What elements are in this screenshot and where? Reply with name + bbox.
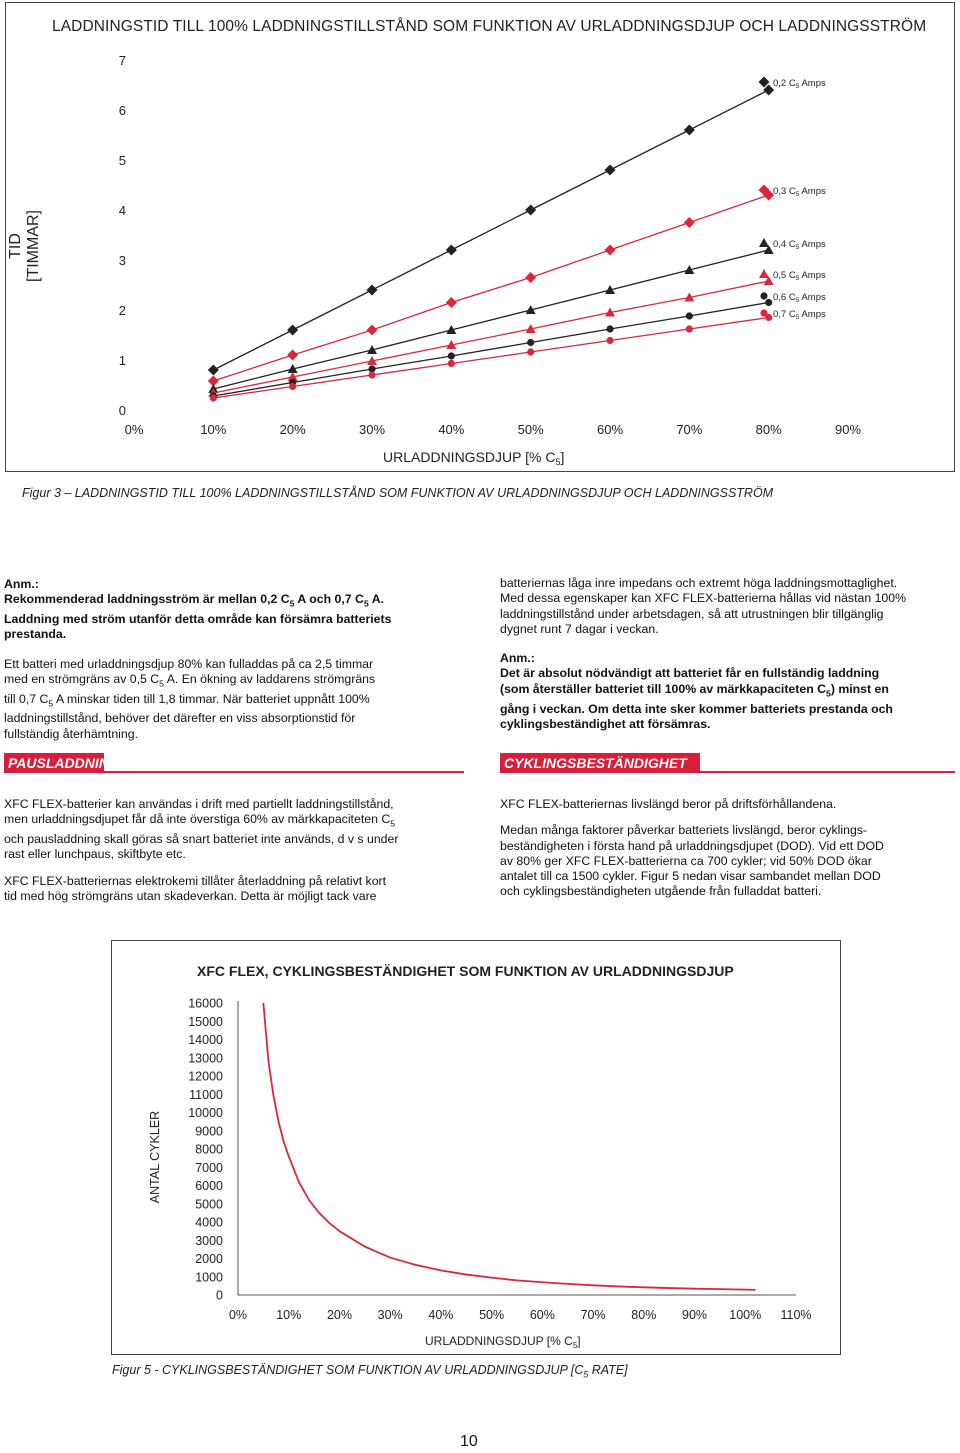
figure5-y-tick: 2000 [195,1252,223,1266]
figure5-y-tick: 16000 [188,996,223,1011]
r-p1-line4: dygnet runt 7 dagar i veckan. [500,621,659,636]
p3-line1: XFC FLEX-batteriernas elektrokemi tillåter återladdning på relativt kort [4,873,387,888]
figure5-x-tick: 90% [682,1308,708,1322]
figure3-x-tick: 90% [834,422,862,437]
figure5-y-tick: 8000 [195,1142,223,1157]
figure3-y-tick: 4 [118,203,126,218]
figure3-series-line [213,281,768,393]
figure3-data-point [210,394,217,401]
figure3-x-tick: 80% [755,422,782,437]
r-p1-line1: batteriernas låga inre impedans och extremt höga laddningsmottaglighet. [500,576,898,590]
figure5-x-tick: 80% [631,1308,657,1322]
figure5-x-tick: 40% [428,1308,454,1322]
figure5-y-tick: 3000 [195,1233,223,1248]
figure3-data-point [367,285,378,296]
figure3-data-point [368,371,375,378]
figure3-y-tick: 5 [118,153,126,168]
p2-line1: XFC FLEX-batterier kan användas i drift med partiellt laddningstillstånd, [4,797,394,811]
figure3-series-line [213,250,768,389]
figure3-legend-label: 0,7 $C_5$ Amps [773,309,826,321]
figure3-x-tick: 10% [200,422,227,437]
figure3-data-point [287,325,298,336]
figure5-x-tick: 0% [228,1308,248,1322]
r-p1-line2: Med dessa egenskaper kan XFC FLEX-batterierna hållas vid nästan 100% [500,591,907,606]
r-p3-line3: av 80% ger XFC FLEX-batterierna ca 700 cykler; vid 50% DOD ökar [500,853,872,868]
figure3-data-point [287,350,298,361]
left-column-lower [4,797,474,904]
right-column [500,576,956,732]
anm1-line2: Laddning med ström utanför detta område kan försämra batteriets [4,612,392,627]
figure5-y-tick: 1000 [195,1270,223,1285]
figure3-x-tick: 50% [517,422,544,437]
figure5-x-tick: 30% [377,1308,403,1322]
figure3-data-point [525,272,536,283]
figure5-x-tick: 20% [326,1308,352,1322]
p2-line4: rast eller lunchpaus, skiftbyte etc. [4,847,186,862]
figure3-legend-label: 0,4 $C_5$ Amps [773,239,826,251]
p1-line2: med en strömgräns av 0,5 $C_5$ A. En ökning av laddarens strömgräns [4,671,376,689]
figure5-caption: Figur 5 - CYKLINGSBESTÄNDIGHET SOM FUNKTION AV URLADDNINGSDJUP [$C_5$ RATE] [112,1363,628,1380]
figure5-y-tick: 7000 [195,1160,223,1175]
figure3-data-point [446,245,457,256]
figure3-y-tick: 1 [118,353,126,368]
figure3-x-tick: 40% [438,422,465,437]
figure5-y-tick: 15000 [188,1014,223,1029]
figure3-x-tick: 20% [279,422,306,437]
right-column-lower [500,797,956,900]
figure5-y-tick: 12000 [188,1069,223,1084]
figure5-x-axis-label: URLADDNINGSDJUP [% $C_5$] [425,1334,581,1350]
figure3-data-point [448,360,455,367]
p1-line5: fullständig återhämtning. [4,726,138,741]
anm2-line4: cyklingsbeständighet att försämras. [500,716,711,731]
anm1-line1: Rekommenderad laddningsström är mellan 0,2 $C_5$ A och 0,7 $C_5$ A. [4,592,384,609]
figure3-legend-marker [759,238,769,247]
figure3-x-ticks [125,422,862,437]
figure3-y-tick: 3 [118,253,126,268]
figure3-series-2 [208,190,774,387]
figure3-data-point [686,312,693,319]
figure3-data-point [605,165,616,176]
p2-line3: och pausladdning skall göras så snart batteriet inte används, d v s under [4,832,399,847]
p1-line1: Ett batteri med urladdningsdjup 80% kan fulladdas på ca 2,5 timmar [4,656,374,671]
figure3-data-point [289,383,296,390]
figure3-data-point [525,205,536,216]
figure3-x-axis-label: URLADDNINGSDJUP [% $C_5$] [383,449,565,467]
figure3-data-point [446,297,457,308]
figure3-x-tick: 70% [676,422,703,437]
figure5-x-tick: 50% [479,1308,505,1322]
figure3-data-point [606,337,613,344]
figure3-data-point [208,365,219,376]
section-underline-left [4,771,464,773]
anm1-label: Anm.: [4,577,39,591]
figure5-y-ticks [188,997,223,1303]
figure3-series-line [213,303,768,397]
figure3-data-point [686,325,693,332]
r-p1-line3: laddningstillstånd under arbetsdagen, så att utrustningen blir tillgänglig [500,606,884,621]
figure5-x-tick: 60% [529,1308,555,1322]
figure5-y-tick: 10000 [188,1106,223,1120]
figure5-x-tick: 70% [580,1308,606,1322]
figure3-data-point [765,299,772,306]
anm1-line3: prestanda. [4,627,67,642]
figure5-x-tick: 110% [780,1308,812,1322]
figure3-legend-marker [760,292,767,299]
figure5-y-tick: 13000 [188,1051,223,1066]
figure3-y-axis-label: TID [TIMMAR] [7,210,42,282]
p1-line4: laddningstillstånd, behöver det därefter en viss absorptionstid för [4,711,356,726]
figure5-series-line [263,1003,755,1290]
figure3-y-tick: 0 [118,403,126,418]
figure3-legend-label: 0,2 $C_5$ Amps [773,78,826,90]
figure5-y-tick: 6000 [195,1179,223,1193]
figure3-legend-marker [759,269,769,278]
figure5-title: XFC FLEX, CYKLINGSBESTÄNDIGHET SOM FUNKTION AV URLADDNINGSDJUP [197,963,734,979]
page-number: 10 [460,1433,478,1450]
r-p3-line4: antalet till ca 1500 cykler. Figur 5 nedan visar sambandet mellan DOD [500,869,881,884]
anm2-line1: Det är absolut nödvändigt att batteriet får en fullständig laddning [500,666,880,681]
r-p3-line1: Medan många faktorer påverkar batteriets livslängd, beror cyklings- [500,823,868,838]
section-underline-right [500,771,955,773]
figure3-y-tick: 7 [118,53,126,68]
anm2-line3: gång i veckan. Om detta inte sker kommer batteriets prestanda och [500,701,893,716]
anm2-line2: (som återställer batteriet till 100% av märkkapaciteten $C_5$) minst en [500,681,889,699]
p3-line2: tid med hög strömgräns utan skadeverkan. Detta är möjligt tack vare [4,888,377,903]
figure3-series-group [208,85,774,402]
figure3-chart [0,0,960,480]
figure3-x-tick: 60% [596,422,624,437]
figure3-series-4 [208,276,773,397]
p2-line2: men urladdningsdjupet får då inte överstiga 60% av märkkapaciteten $C_5$ [4,812,396,829]
figure3-data-point [367,325,378,336]
p1-line3: till 0,7 $C_5$ A minskar tiden till 1,8 timmar. När batteriet uppnått 100% [4,691,370,709]
r-p3-line5: och cyklingsbeständigheten utgående från fulladdat batteri. [500,884,822,899]
figure5-y-tick: 9000 [195,1124,223,1139]
figure3-data-point [684,217,695,228]
figure3-y-ticks [119,53,126,418]
figure5-series-group [263,1003,755,1290]
anm2-label: Anm.: [500,651,535,666]
figure3-data-point [448,352,455,359]
figure5-axes [238,1001,796,1295]
section-header-cyklingsbestandighet: CYKLINGSBESTÄNDIGHET [500,753,700,773]
figure5-y-axis-label: ANTAL CYKLER [148,1110,162,1204]
figure5-y-tick: 11000 [189,1087,223,1102]
figure5-x-tick: 100% [729,1308,762,1322]
figure3-y-tick: 6 [118,103,126,118]
figure5-y-tick: 0 [216,1288,223,1303]
figure3-data-point [684,125,695,136]
figure3-legend-marker [760,309,767,316]
figure3-legend-label: 0,5 $C_5$ Amps [773,270,826,282]
figure3-x-tick: 0% [124,422,144,437]
r-p3-line2: beständigheten i första hand på urladdningsdjupet (DOD). Vid ett DOD [500,838,884,853]
figure3-x-tick: 30% [358,422,386,437]
figure5-x-ticks [229,1308,812,1322]
figure5-y-tick: 14000 [188,1033,223,1047]
figure3-caption: Figur 3 – LADDNINGSTID TILL 100% LADDNINGSTILLSTÅND SOM FUNKTION AV URLADDNINGSDJUP OCH LADDNINGSSTRÖM [22,486,774,500]
section-header-pausladdning: PAUSLADDNING [4,753,104,773]
figure3-legend-label: 0,3 $C_5$ Amps [773,186,826,198]
figure5-y-tick: 4000 [195,1215,223,1230]
figure3-title: LADDNINGSTID TILL 100% LADDNINGSTILLSTÅND SOM FUNKTION AV URLADDNINGSDJUP OCH LADDNINGSSTRÖM [52,18,927,35]
figure3-y-tick: 2 [118,303,126,318]
r-p2-line1: XFC FLEX-batteriernas livslängd beror på driftsförhållandena. [500,797,837,811]
figure3-data-point [606,325,613,332]
figure3-data-point [527,339,534,346]
left-column [4,577,474,742]
figure3-series-line [213,90,768,370]
figure5-x-tick: 10% [276,1308,302,1322]
figure3-legend-label: 0,6 $C_5$ Amps [773,292,826,304]
figure3-data-point [527,348,534,355]
figure3-data-point [605,245,616,256]
figure5-chart [0,990,960,1355]
figure5-y-tick: 5000 [195,1197,223,1212]
